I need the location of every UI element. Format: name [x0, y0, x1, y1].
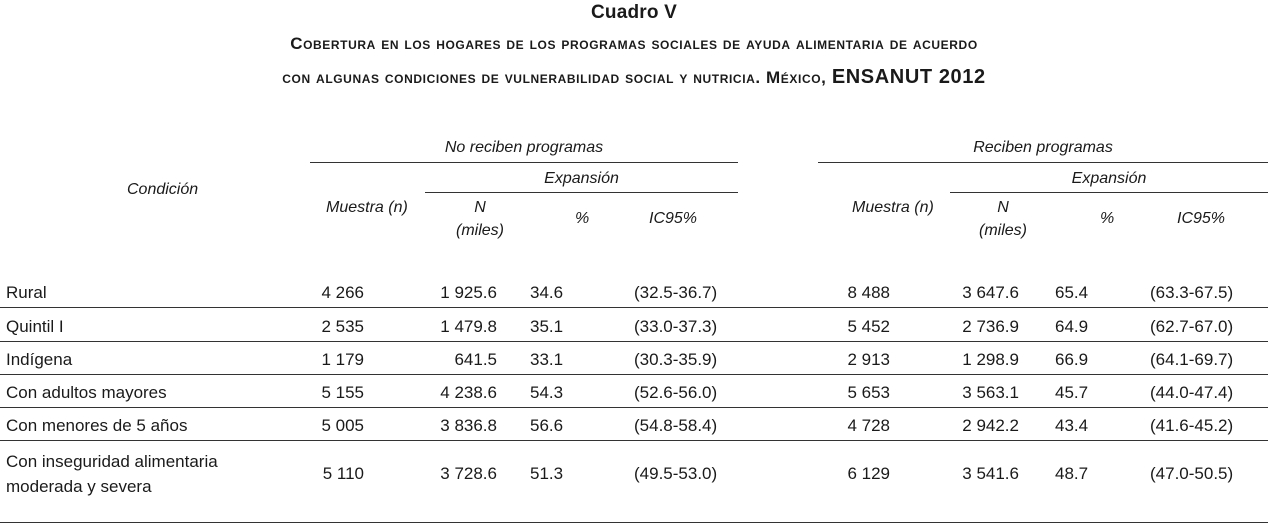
cell-n-no: 641.5: [454, 350, 497, 369]
row-divider: [0, 440, 1268, 441]
header-ic-no: IC95%: [649, 210, 698, 227]
cell-n-si: 3 563.1: [962, 383, 1019, 402]
cell-pct-no: 34.6: [530, 283, 564, 302]
header-n-no-line1: N: [474, 199, 486, 216]
row-divider: [0, 407, 1268, 408]
row-label-quintil: Quintil I: [6, 317, 64, 336]
cell-n-no: 4 238.6: [440, 383, 497, 402]
row-divider: [0, 341, 1268, 342]
cell-ic-si: (63.3-67.5): [1150, 283, 1234, 302]
cell-muestra-si: 2 913: [847, 350, 890, 369]
cell-n-no: 1 925.6: [440, 283, 497, 302]
cell-ic-si: (44.0-47.4): [1150, 383, 1234, 402]
rule-expansion-si: [950, 192, 1268, 193]
cell-muestra-no: 5 005: [321, 416, 364, 435]
table-caption: Cuadro V: [590, 2, 678, 23]
row-label-adultos-mayores: Con adultos mayores: [6, 383, 167, 402]
table-bottom-rule: [0, 522, 1268, 523]
cell-pct-no: 54.3: [530, 383, 564, 402]
cell-muestra-si: 8 488: [847, 283, 890, 302]
row-label-indigena: Indígena: [6, 350, 73, 369]
header-n-si-line1: N: [997, 199, 1009, 216]
cell-pct-si: 43.4: [1055, 416, 1089, 435]
cell-pct-no: 56.6: [530, 416, 564, 435]
cell-muestra-no: 1 179: [321, 350, 364, 369]
header-group-reciben: Reciben programas: [973, 139, 1113, 156]
cell-n-si: 3 541.6: [962, 464, 1019, 483]
row-label-inseguridad-line2: moderada y severa: [6, 477, 152, 496]
cell-muestra-no: 4 266: [321, 283, 364, 302]
header-pct-si: %: [1100, 210, 1115, 227]
cell-ic-si: (41.6-45.2): [1150, 416, 1234, 435]
header-pct-no: %: [575, 210, 590, 227]
rule-expansion-no: [425, 192, 738, 193]
cell-muestra-no: 2 535: [321, 317, 364, 336]
cell-n-no: 1 479.8: [440, 317, 497, 336]
table-title-line-1: Cobertura en los hogares de los programas sociales de ayuda alimentaria de acuerdo: [290, 34, 978, 53]
cell-n-si: 2 736.9: [962, 317, 1019, 336]
cell-pct-no: 35.1: [530, 317, 564, 336]
header-expansion-no: Expansión: [544, 170, 619, 187]
rule-group-si: [818, 162, 1268, 163]
cell-ic-no: (52.6-56.0): [634, 383, 718, 402]
header-expansion-si: Expansión: [1071, 170, 1147, 187]
cell-muestra-si: 4 728: [847, 416, 890, 435]
cell-pct-si: 66.9: [1055, 350, 1089, 369]
header-condicion: Condición: [127, 181, 199, 198]
cell-ic-si: (47.0-50.5): [1150, 464, 1234, 483]
header-n-no-line2: (miles): [456, 222, 504, 239]
cell-pct-si: 65.4: [1055, 283, 1089, 302]
row-label-rural: Rural: [6, 283, 47, 302]
cell-muestra-no: 5 155: [321, 383, 364, 402]
cell-ic-no: (30.3-35.9): [634, 350, 718, 369]
cell-pct-si: 45.7: [1055, 383, 1089, 402]
cell-muestra-no: 5 110: [322, 464, 364, 483]
header-muestra-no: Muestra (n): [326, 199, 408, 216]
cell-n-si: 2 942.2: [962, 416, 1019, 435]
cell-ic-no: (33.0-37.3): [634, 317, 718, 336]
rule-group-no: [310, 162, 738, 163]
header-n-si-line2: (miles): [979, 222, 1027, 239]
table-title-line-2-main: con algunas condiciones de vulnerabilidad social y nutricia. México,: [282, 68, 827, 87]
header-ic-si: IC95%: [1177, 210, 1226, 227]
header-muestra-si: Muestra (n): [852, 199, 934, 216]
table-title-line-2: [0, 66, 1268, 89]
cell-ic-si: (64.1-69.7): [1150, 350, 1234, 369]
cell-muestra-si: 5 653: [847, 383, 890, 402]
cell-n-no: 3 728.6: [440, 464, 497, 483]
row-divider: [0, 374, 1268, 375]
cell-ic-no: (49.5-53.0): [634, 464, 718, 483]
cell-pct-no: 51.3: [530, 464, 564, 483]
cell-ic-si: (62.7-67.0): [1150, 317, 1234, 336]
cell-pct-si: 64.9: [1055, 317, 1089, 336]
header-group-no-reciben: No reciben programas: [444, 139, 604, 156]
row-label-menores-5: Con menores de 5 años: [6, 416, 188, 435]
cell-n-si: 1 298.9: [962, 350, 1019, 369]
cell-muestra-si: 6 129: [847, 464, 890, 483]
row-label-inseguridad-line1: Con inseguridad alimentaria: [6, 452, 218, 471]
cell-n-si: 3 647.6: [962, 283, 1019, 302]
table-title-survey: ENSANUT 2012: [831, 66, 986, 88]
cell-ic-no: (32.5-36.7): [634, 283, 718, 302]
cell-pct-no: 33.1: [530, 350, 564, 369]
row-divider: [0, 307, 1268, 308]
cell-pct-si: 48.7: [1055, 464, 1089, 483]
cell-ic-no: (54.8-58.4): [634, 416, 718, 435]
cell-muestra-si: 5 452: [847, 317, 890, 336]
cell-n-no: 3 836.8: [440, 416, 497, 435]
